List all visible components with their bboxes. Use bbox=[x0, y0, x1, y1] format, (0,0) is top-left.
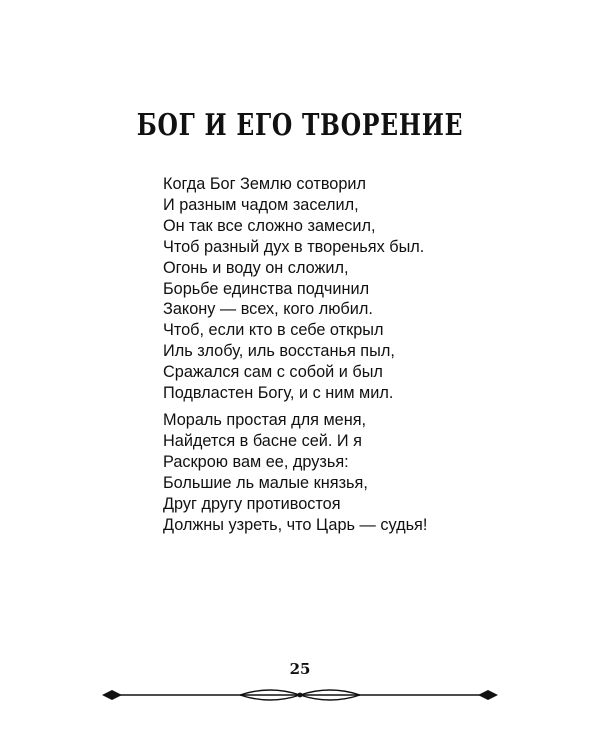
poem-line: Чтоб, если кто в себе открыл bbox=[163, 321, 384, 340]
stanza-2 bbox=[163, 410, 427, 535]
poem-line: Закону — всех, кого любил. bbox=[163, 300, 373, 319]
page-number: 25 bbox=[289, 660, 311, 678]
poem-line: Должны узреть, что Царь — судья! bbox=[163, 515, 428, 534]
poem-line: Найдется в басне сей. И я bbox=[163, 431, 362, 450]
poem-line: Когда Бог Землю сотворил bbox=[163, 175, 366, 193]
poem-line: Иль злобу, иль восстанья пыл, bbox=[163, 342, 395, 361]
poem-title: БОГ И ЕГО ТВОРЕНИЕ bbox=[136, 108, 464, 143]
poem-line: И разным чадом заселил, bbox=[163, 195, 359, 214]
poem-line: Мораль простая для меня, bbox=[163, 411, 367, 429]
ornament-diamond-right bbox=[478, 690, 498, 700]
stanza-1 bbox=[163, 174, 424, 404]
ornament-center-dot bbox=[298, 693, 303, 698]
poem-line: Борьбе единства подчинил bbox=[163, 279, 370, 298]
poem-line: Огонь и воду он сложил, bbox=[163, 258, 349, 277]
poem-line: Сражался сам с собой и был bbox=[163, 363, 383, 382]
ornament-diamond-left bbox=[102, 690, 122, 700]
poem-line: Чтоб разный дух в твореньях был. bbox=[163, 237, 425, 256]
footer-ornament bbox=[100, 683, 500, 707]
poem-line: Друг другу противостоя bbox=[163, 494, 341, 513]
poem-line: Большие ль малые князья, bbox=[163, 473, 368, 492]
poem-line: Раскрою вам ее, друзья: bbox=[163, 452, 349, 471]
poem-line: Он так все сложно замесил, bbox=[163, 216, 376, 235]
poem-line: Подвластен Богу, и с ним мил. bbox=[163, 384, 394, 403]
